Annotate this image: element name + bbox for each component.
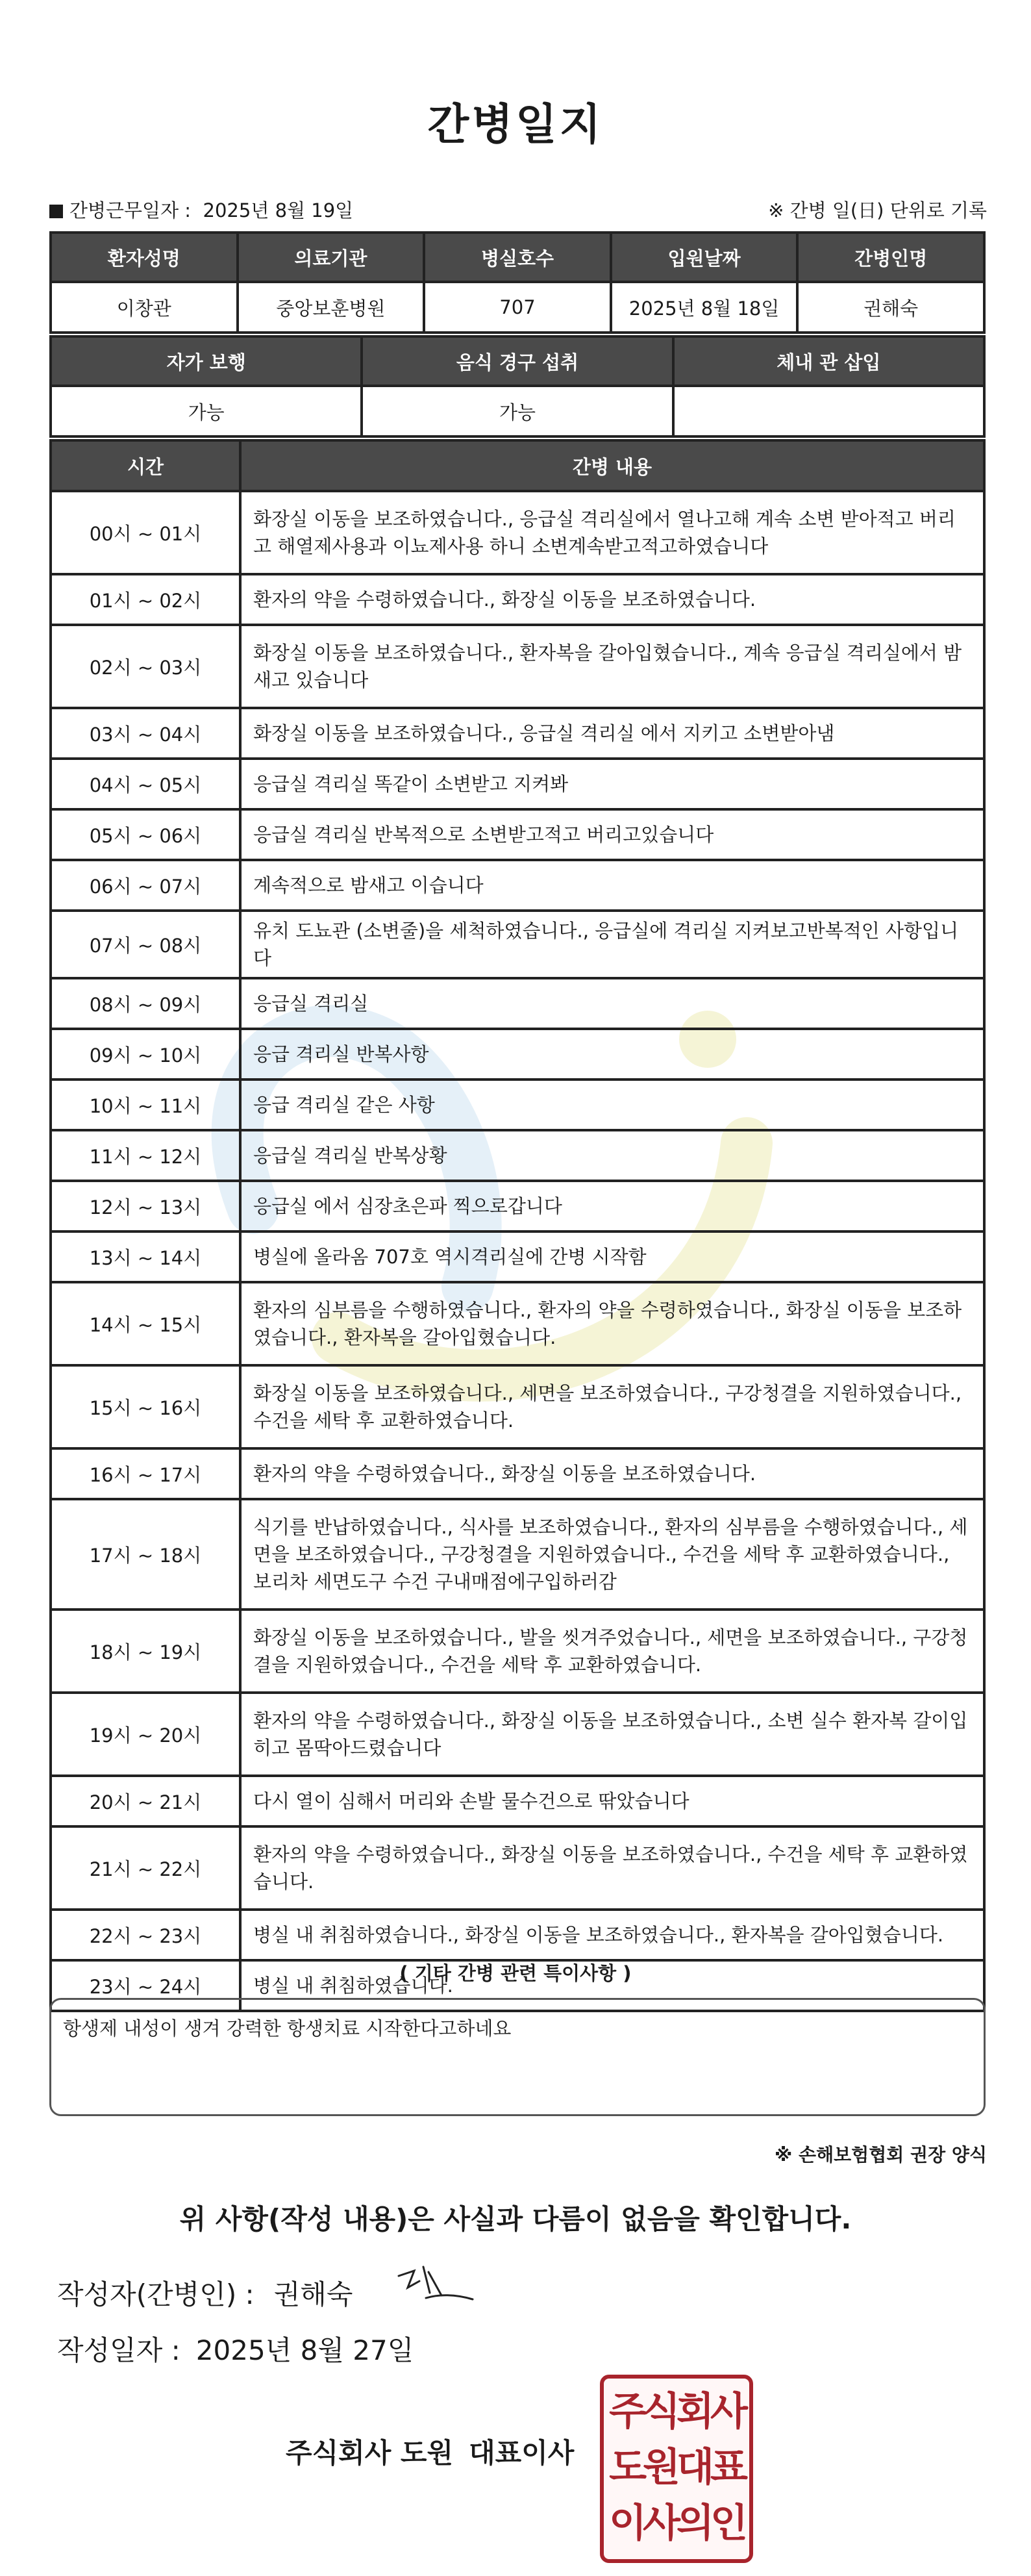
row-time: 15시 ~ 16시	[51, 1365, 240, 1448]
work-date-label: 간병근무일자	[69, 199, 179, 221]
table-row	[51, 1693, 984, 1776]
patient-ability-table	[49, 335, 986, 438]
table-row	[51, 1610, 984, 1693]
row-content: 응급실 격리실 반복상황	[240, 1130, 984, 1181]
table-row	[51, 1910, 984, 1960]
work-date-line: 간병근무일자 : 2025년 8월 19일	[49, 196, 353, 223]
ability-header-row	[51, 336, 984, 386]
table-row	[51, 1448, 984, 1499]
care-log-header-row	[51, 440, 984, 491]
company-name: 주식회사 도원	[286, 2437, 454, 2469]
row-time: 19시 ~ 20시	[51, 1693, 240, 1776]
company-representative: 대표이사	[469, 2437, 575, 2469]
row-time: 10시 ~ 11시	[51, 1080, 240, 1130]
table-row	[51, 1231, 984, 1282]
header-room-number: 병실호수	[424, 233, 611, 282]
row-content: 화장실 이동을 보조하였습니다., 환자복을 갈아입혔습니다., 계속 응급실 격리실에서 밤새고 있습니다	[240, 625, 984, 708]
header-caregiver-name: 간병인명	[797, 233, 984, 282]
patient-info-value-row	[51, 282, 984, 333]
table-row	[51, 1776, 984, 1826]
header-patient-name: 환자성명	[51, 233, 238, 282]
row-time: 18시 ~ 19시	[51, 1610, 240, 1693]
special-notes-title: ( 기타 간병 관련 특이사항 )	[399, 1962, 632, 1984]
row-content: 응급 격리실 반복사항	[240, 1029, 984, 1080]
care-log-table	[49, 439, 986, 2012]
row-time: 06시 ~ 07시	[51, 860, 240, 911]
header-tube-insertion: 체내 관 삽입	[673, 336, 984, 386]
work-date-value: 2025년 8월 19일	[203, 199, 354, 221]
table-row	[51, 1365, 984, 1448]
row-time: 01시 ~ 02시	[51, 574, 240, 625]
row-content: 응급실 격리실 반복적으로 소변받고적고 버리고있습니다	[240, 809, 984, 860]
row-content: 환자의 약을 수령하였습니다., 화장실 이동을 보조하였습니다.	[240, 1448, 984, 1499]
row-time: 21시 ~ 22시	[51, 1826, 240, 1910]
self-walking-value: 가능	[51, 386, 362, 436]
row-time: 07시 ~ 08시	[51, 911, 240, 978]
table-row	[51, 1029, 984, 1080]
special-notes-text: 항생제 내성이 생겨 강력한 항생치료 시작한다고하네요	[63, 2017, 512, 2039]
table-row	[51, 708, 984, 759]
header-self-walking: 자가 보행	[51, 336, 362, 386]
company-seal-stamp	[600, 2375, 753, 2563]
form-source-note: ※ 손해보험협회 권장 양식	[775, 2144, 987, 2166]
table-row	[51, 1826, 984, 1910]
table-row	[51, 1130, 984, 1181]
writer-date-label: 작성일자 :	[57, 2334, 180, 2366]
table-row	[51, 1499, 984, 1610]
header-care-content: 간병 내용	[240, 440, 984, 491]
row-time: 11시 ~ 12시	[51, 1130, 240, 1181]
row-content: 응급실 에서 심장초은파 찍으로갑니다	[240, 1181, 984, 1231]
row-time: 17시 ~ 18시	[51, 1499, 240, 1610]
row-content: 다시 열이 심해서 머리와 손발 물수건으로 딲았습니다	[240, 1776, 984, 1826]
row-time: 09시 ~ 10시	[51, 1029, 240, 1080]
row-content: 계속적으로 밤새고 이습니다	[240, 860, 984, 911]
table-row	[51, 1080, 984, 1130]
table-row	[51, 1282, 984, 1365]
row-content: 식기를 반납하였습니다., 식사를 보조하였습니다., 환자의 심부름을 수행하였습니다., 세면을 보조하였습니다., 구강청결을 지원하였습니다., 수건을 세탁 후 교환하였습니다., 보리차 세면도구 수건 구내매점에구입하러감	[240, 1499, 984, 1610]
row-content: 병실 내 취침하였습니다., 화장실 이동을 보조하였습니다., 환자복을 갈아입혔습니다.	[240, 1910, 984, 1960]
table-row	[51, 759, 984, 809]
writer-date-value: 2025년 8월 27일	[195, 2334, 414, 2366]
row-content: 병실에 올라옴 707호 역시격리실에 간병 시작함	[240, 1231, 984, 1282]
row-time: 12시 ~ 13시	[51, 1181, 240, 1231]
row-time: 20시 ~ 21시	[51, 1776, 240, 1826]
row-time: 02시 ~ 03시	[51, 625, 240, 708]
patient-name: 이창관	[51, 282, 238, 333]
tube-insertion-value	[673, 386, 984, 436]
row-content: 화장실 이동을 보조하였습니다., 응급실 격리실에서 열나고해 계속 소변 받아적고 버리고 해열제사용과 이뇨제사용 하니 소변계속받고적고하였습니다	[240, 491, 984, 574]
row-time: 22시 ~ 23시	[51, 1910, 240, 1960]
table-row	[51, 625, 984, 708]
header-oral-intake: 음식 경구 섭취	[362, 336, 673, 386]
row-content: 병실 내 취침하였습니다.	[240, 1960, 984, 2011]
unit-note: ※ 간병 일(日) 단위로 기록	[768, 199, 987, 221]
row-time: 08시 ~ 09시	[51, 978, 240, 1029]
patient-info-table	[49, 231, 986, 334]
row-content: 화장실 이동을 보조하였습니다., 세면을 보조하였습니다., 구강청결을 지원하였습니다., 수건을 세탁 후 교환하였습니다.	[240, 1365, 984, 1448]
patient-info-header-row	[51, 233, 984, 282]
row-content: 환자의 약을 수령하였습니다., 화장실 이동을 보조하였습니다., 수건을 세탁 후 교환하였습니다.	[240, 1826, 984, 1910]
header-admission-date: 입원날짜	[611, 233, 798, 282]
seal-line-1: 주식회사	[609, 2389, 744, 2434]
writer-label: 작성자(간병인) :	[57, 2279, 255, 2310]
row-time: 03시 ~ 04시	[51, 708, 240, 759]
table-row	[51, 1181, 984, 1231]
row-content: 화장실 이동을 보조하였습니다., 응급실 격리실 에서 지키고 소변받아냄	[240, 708, 984, 759]
row-time: 04시 ~ 05시	[51, 759, 240, 809]
table-row	[51, 809, 984, 860]
row-content: 응급실 격리실	[240, 978, 984, 1029]
admission-date: 2025년 8월 18일	[611, 282, 798, 333]
confirmation-statement: 위 사항(작성 내용)은 사실과 다름이 없음을 확인합니다.	[179, 2203, 852, 2235]
table-row	[51, 978, 984, 1029]
row-content: 유치 도뇨관 (소변줄)을 세척하였습니다., 응급실에 격리실 지켜보고반복적인 사항입니다	[240, 911, 984, 978]
page-title: 간병일지	[427, 99, 604, 149]
table-row	[51, 860, 984, 911]
room-number: 707	[424, 282, 611, 333]
handwritten-signature	[393, 2262, 478, 2314]
row-time: 00시 ~ 01시	[51, 491, 240, 574]
row-time: 13시 ~ 14시	[51, 1231, 240, 1282]
row-time: 23시 ~ 24시	[51, 1960, 240, 2011]
table-row	[51, 911, 984, 978]
row-content: 응급실 격리실 똑같이 소변받고 지켜봐	[240, 759, 984, 809]
company-line	[286, 2432, 574, 2471]
seal-line-3: 이사의인	[609, 2501, 744, 2546]
special-notes-box	[49, 1998, 986, 2116]
row-time: 05시 ~ 06시	[51, 809, 240, 860]
row-time: 14시 ~ 15시	[51, 1282, 240, 1365]
row-content: 응급 격리실 같은 사항	[240, 1080, 984, 1130]
row-content: 환자의 심부름을 수행하였습니다., 환자의 약을 수령하였습니다., 화장실 이동을 보조하였습니다., 환자복을 갈아입혔습니다.	[240, 1282, 984, 1365]
row-content: 환자의 약을 수령하였습니다., 화장실 이동을 보조하였습니다.	[240, 574, 984, 625]
writer-date-line	[57, 2329, 414, 2368]
seal-line-2: 도원대표	[609, 2445, 744, 2490]
caregiver-name: 권해숙	[797, 282, 984, 333]
header-hospital: 의료기관	[238, 233, 425, 282]
table-row	[51, 491, 984, 574]
row-content: 화장실 이동을 보조하였습니다., 발을 씻겨주었습니다., 세면을 보조하였습니다., 구강청결을 지원하였습니다., 수건을 세탁 후 교환하였습니다.	[240, 1610, 984, 1693]
square-bullet-icon	[49, 205, 63, 218]
row-time: 16시 ~ 17시	[51, 1448, 240, 1499]
header-time: 시간	[51, 440, 240, 491]
writer-line	[57, 2273, 353, 2312]
row-content: 환자의 약을 수령하였습니다., 화장실 이동을 보조하였습니다., 소변 실수 환자복 갈이입히고 몸딱아드렸습니다	[240, 1693, 984, 1776]
writer-name: 권해숙	[273, 2279, 353, 2310]
table-row	[51, 574, 984, 625]
oral-intake-value: 가능	[362, 386, 673, 436]
hospital-name: 중앙보훈병원	[238, 282, 425, 333]
ability-value-row	[51, 386, 984, 436]
